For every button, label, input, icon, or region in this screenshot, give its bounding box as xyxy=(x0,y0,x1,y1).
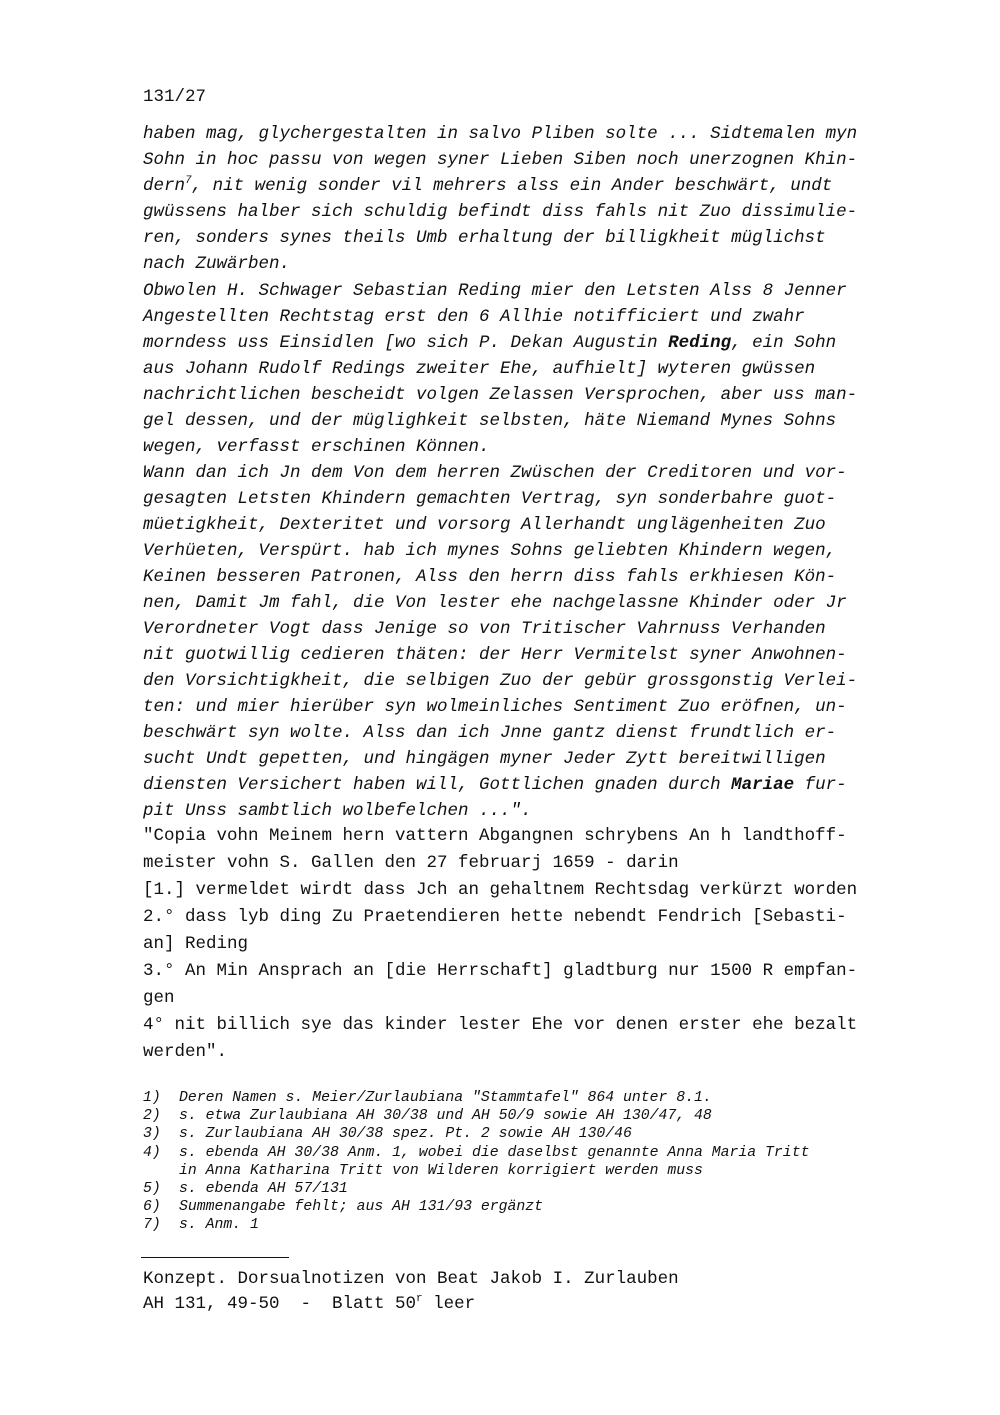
footnote xyxy=(143,1125,903,1143)
text-line: müetigkheit, Dexteritet und vorsorg Allerhandt unglägenheiten Zuo xyxy=(143,515,826,535)
text-line: aus Johann Rudolf Redings zweiter Ehe, aufhielt] wyteren gwüssen xyxy=(143,359,816,379)
text-line: werden". xyxy=(143,1042,228,1062)
footnote xyxy=(143,1216,903,1234)
bold-name: Mariae xyxy=(731,775,795,795)
text-segment: AH 131, 49-50 - Blatt 50 xyxy=(143,1294,417,1314)
text-line: Verordneter Vogt dass Jenige so von Tritischer Vahrnuss Verhanden xyxy=(143,619,826,639)
source-line-2 xyxy=(143,1292,679,1317)
text-line: Sohn in hoc passu von wegen syner Lieben Siben noch unerzognen Khin- xyxy=(143,150,858,170)
text-line: Obwolen H. Schwager Sebastian Reding mier den Letsten Alss 8 Jenner xyxy=(143,281,847,301)
text-line: pit Unss sambtlich wolbefelchen ...". xyxy=(143,801,532,821)
footnotes xyxy=(143,1089,903,1235)
footnote-text: s. ebenda AH 30/38 Anm. 1, wobei die daselbst genannte Anna Maria Tritt xyxy=(179,1144,810,1161)
footnote-text: in Anna Katharina Tritt von Wilderen korrigiert werden muss xyxy=(179,1162,703,1179)
footnote-number: 5) xyxy=(143,1180,161,1197)
source-line-1: Konzept. Dorsualnotizen von Beat Jakob I. Zurlauben xyxy=(143,1269,679,1289)
separator-rule xyxy=(141,1257,289,1258)
recto-marker: r xyxy=(416,1293,423,1305)
text-segment: , ein Sohn xyxy=(731,333,837,353)
text-line: gel dessen, und der müglighkeit selbsten, häte Niemand Mynes Sohns xyxy=(143,411,837,431)
letter-paragraph-1 xyxy=(143,121,913,277)
footnote-text: s. Zurlaubiana AH 30/38 spez. Pt. 2 sowie AH 130/46 xyxy=(179,1126,632,1143)
text-line: ten: und mier hierüber syn wolmeinliches Sentiment Zuo eröfnen, un- xyxy=(143,697,847,717)
source-note xyxy=(143,1267,679,1317)
text-line: gwüssens halber sich schuldig befindt diss fahls nit Zuo dissimulie- xyxy=(143,202,858,222)
text-line: 4° nit billich sye das kinder lester Ehe vor denen erster ehe bezalt xyxy=(143,1015,858,1035)
footnote-text: s. etwa Zurlaubiana AH 30/38 und AH 50/9 sowie AH 130/47, 48 xyxy=(179,1108,712,1125)
bold-name: Reding xyxy=(668,333,732,353)
text-line: 3.° An Min Ansprach an [die Herrschaft] gladtburg nur 1500 R empfan- xyxy=(143,961,858,981)
text-line: [1.] vermeldet wirdt dass Jch an gehaltnem Rechtsdag verkürzt worden xyxy=(143,880,858,900)
text-line xyxy=(143,772,913,798)
footnote-continuation xyxy=(143,1162,903,1180)
text-segment: morndess uss Einsidlen [wo sich P. Dekan Augustin xyxy=(143,333,669,353)
text-line: den Vorsichtigkheit, die selbigen Zuo der gebür grossgonstig Verlei- xyxy=(143,671,858,691)
footnote-marker: 7 xyxy=(185,175,192,187)
text-line: nit guotwillig cedieren thäten: der Herr Vermitelst syner Anwohnen- xyxy=(143,645,847,665)
footnote-text: s. Anm. 1 xyxy=(179,1217,259,1234)
text-segment: dern xyxy=(143,176,186,196)
text-line: "Copia vohn Meinem hern vattern Abgangnen schrybens An h landthoff- xyxy=(143,826,847,846)
text-line: gen xyxy=(143,988,175,1008)
text-line: nen, Damit Jm fahl, die Von lester ehe nachgelassne Khinder oder Jr xyxy=(143,593,847,613)
letter-paragraph-3 xyxy=(143,460,913,824)
page-number: 131/27 xyxy=(143,87,207,107)
text-segment: diensten Versichert haben will, Gottlichen gnaden durch xyxy=(143,775,732,795)
text-line: sucht Undt gepetten, und hingägen myner Jeder Zytt bereitwilligen xyxy=(143,749,826,769)
text-segment: , nit wenig sonder vil mehrers alss ein Ander beschwärt, undt xyxy=(191,176,833,196)
footnote-number: 3) xyxy=(143,1126,161,1143)
footnote-number: 2) xyxy=(143,1108,161,1125)
footnote xyxy=(143,1144,903,1162)
footnote-number: 6) xyxy=(143,1199,161,1216)
footnote-text: Deren Namen s. Meier/Zurlaubiana "Stammtafel" 864 unter 8.1. xyxy=(179,1090,712,1106)
text-line: gesagten Letsten Khindern gemachten Vertrag, syn sonderbahre guot- xyxy=(143,489,837,509)
text-segment: leer xyxy=(422,1294,476,1314)
text-line xyxy=(143,330,913,356)
text-line: Angestellten Rechtstag erst den 6 Allhie notifficiert und zwahr xyxy=(143,307,805,327)
text-line: nachrichtlichen bescheidt volgen Zelassen Versprochen, aber uss man- xyxy=(143,385,858,405)
text-line: an] Reding xyxy=(143,934,249,954)
text-line: ren, sonders synes theils Umb erhaltung der billigkheit müglichst xyxy=(143,228,826,248)
footnote xyxy=(143,1089,903,1107)
text-line: Wann dan ich Jn dem Von dem herren Zwüschen der Creditoren und vor- xyxy=(143,463,847,483)
text-line: wegen, verfasst erschinen Können. xyxy=(143,437,490,457)
text-line: Verhüeten, Verspürt. hab ich mynes Sohns geliebten Khindern wegen, xyxy=(143,541,837,561)
text-line: haben mag, glychergestalten in salvo Pliben solte ... Sidtemalen myn xyxy=(143,124,858,144)
text-line: nach Zuwärben. xyxy=(143,254,291,274)
footnote-text: s. ebenda AH 57/131 xyxy=(179,1180,348,1197)
text-line: meister vohn S. Gallen den 27 februarj 1659 - darin xyxy=(143,853,679,873)
text-segment: fur- xyxy=(794,775,847,795)
text-line: beschwärt syn wolte. Alss dan ich Jnne gantz dienst frundtlich er- xyxy=(143,723,837,743)
footnote-text: Summenangabe fehlt; aus AH 131/93 ergänzt xyxy=(179,1199,544,1216)
footnote xyxy=(143,1107,903,1125)
footnote-number: 4) xyxy=(143,1144,161,1161)
footnote xyxy=(143,1180,903,1198)
text-line: 2.° dass lyb ding Zu Praetendieren hette nebendt Fendrich [Sebasti- xyxy=(143,907,847,927)
footnote-number: 7) xyxy=(143,1217,161,1234)
footnote-number: 1) xyxy=(143,1090,161,1106)
footnote xyxy=(143,1198,903,1216)
letter-paragraph-2 xyxy=(143,278,913,460)
text-line: Keinen besseren Patronen, Alss den herrn diss fahls erkhiesen Kön- xyxy=(143,567,837,587)
copia-block xyxy=(143,823,913,1066)
text-line xyxy=(143,173,913,199)
